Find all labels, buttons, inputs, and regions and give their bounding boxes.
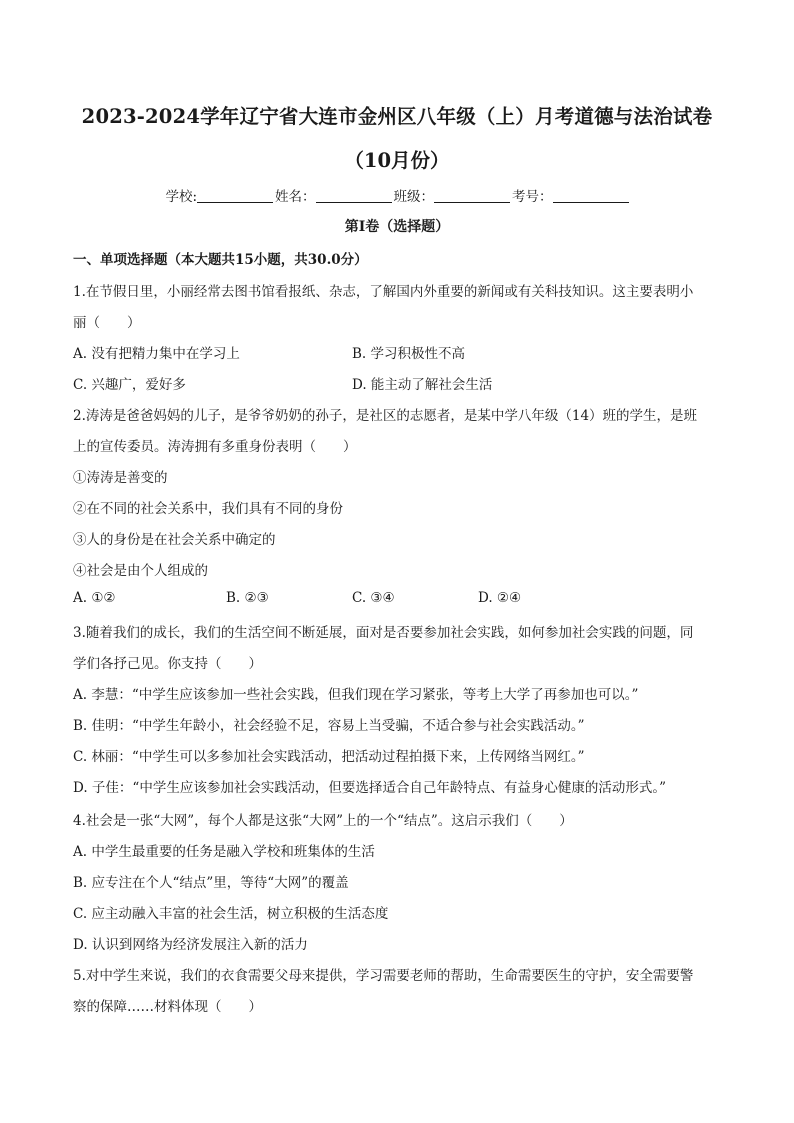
exam-no-label: 考号： [512,189,553,205]
q2-stem-line1: 2.涛涛是爸爸妈妈的儿子，是爷爷奶奶的孙子，是社区的志愿者，是某中学八年级（14）班的学生，是班 [73,408,698,424]
school-label: 学校: [165,189,198,205]
q3-stem-line2: 学们各抒己见。你支持（ ） [73,656,262,672]
q2-item-1: ①涛涛是善变的 [73,470,168,486]
q1-option-a: A. 没有把精力集中在学习上 [73,346,240,362]
q1-option-b: B. 学习积极性不高 [352,346,466,362]
q1-stem-line2: 丽（ ） [73,315,141,331]
q4-option-a: A. 中学生最重要的任务是融入学校和班集体的生活 [73,844,375,860]
name-label: 姓名： [275,189,316,205]
q4-option-d: D. 认识到网络为经济发展注入新的活力 [73,937,308,953]
q1-option-c: C. 兴趣广，爱好多 [73,377,186,393]
q5-stem-line2: 察的保障……材料体现（ ） [73,999,262,1015]
q3-option-c: C. 林丽：“中学生可以多参加社会实践活动，把活动过程拍摄下来，上传网络当网红。” [73,749,585,765]
q1-stem-line1: 1.在节假日里，小丽经常去图书馆看报纸、杂志，了解国内外重要的新闻或有关科技知识。这主要表明小 [73,284,694,300]
class-label: 班级： [393,189,435,205]
volume-title: 第I卷（选择题） [344,219,450,235]
q3-stem-line1: 3.随着我们的成长，我们的生活空间不断延展，面对是否要参加社会实践，如何参加社会实践的问题，同 [73,625,694,641]
q4-stem: 4.社会是一张“大网”，每个人都是这张“大网”上的一个“结点”。这启示我们（ ） [73,813,573,829]
class-blank [434,190,510,203]
exam-title-month: （10月份） [344,149,450,172]
exam-no-blank [553,190,629,203]
q2-item-3: ③人的身份是在社会关系中确定的 [73,532,276,548]
q2-item-4: ④社会是由个人组成的 [73,563,208,579]
q3-option-b: B. 佳明：“中学生年龄小，社会经验不足，容易上当受骗，不适合参与社会实践活动。” [73,718,585,734]
q2-stem-line2: 上的宣传委员。涛涛拥有多重身份表明（ ） [73,439,357,455]
q3-option-a: A. 李慧：“中学生应该参加一些社会实践，但我们现在学习紧张，等考上大学了再参加也可以。” [73,687,639,703]
q1-option-d: D. 能主动了解社会生活 [352,377,493,393]
q3-option-d: D. 子佳：“中学生应该参加社会实践活动，但要选择适合自己年龄特点、有益身心健康的活动形式。” [73,780,666,796]
q2-option-a: A. ①② [73,590,116,606]
q2-item-2: ②在不同的社会关系中，我们具有不同的身份 [73,501,343,517]
name-blank [316,190,392,203]
school-blank [197,190,273,203]
q2-option-b: B. ②③ [226,590,269,606]
q4-option-b: B. 应专注在个人“结点”里，等待“大网”的覆盖 [73,875,349,891]
exam-title: 2023-2024学年辽宁省大连市金州区八年级（上）月考道德与法治试卷 [81,105,713,128]
q4-option-c: C. 应主动融入丰富的社会生活，树立积极的生活态度 [73,906,389,922]
q5-stem-line1: 5.对中学生来说，我们的衣食需要父母来提供，学习需要老师的帮助，生命需要医生的守护，安全需要警 [73,968,694,984]
q2-option-c: C. ③④ [352,590,395,606]
student-info-row [0,185,794,205]
q2-option-d: D. ②④ [478,590,522,606]
section-heading: 一、单项选择题（本大题共15小题，共30.0分） [73,252,368,268]
